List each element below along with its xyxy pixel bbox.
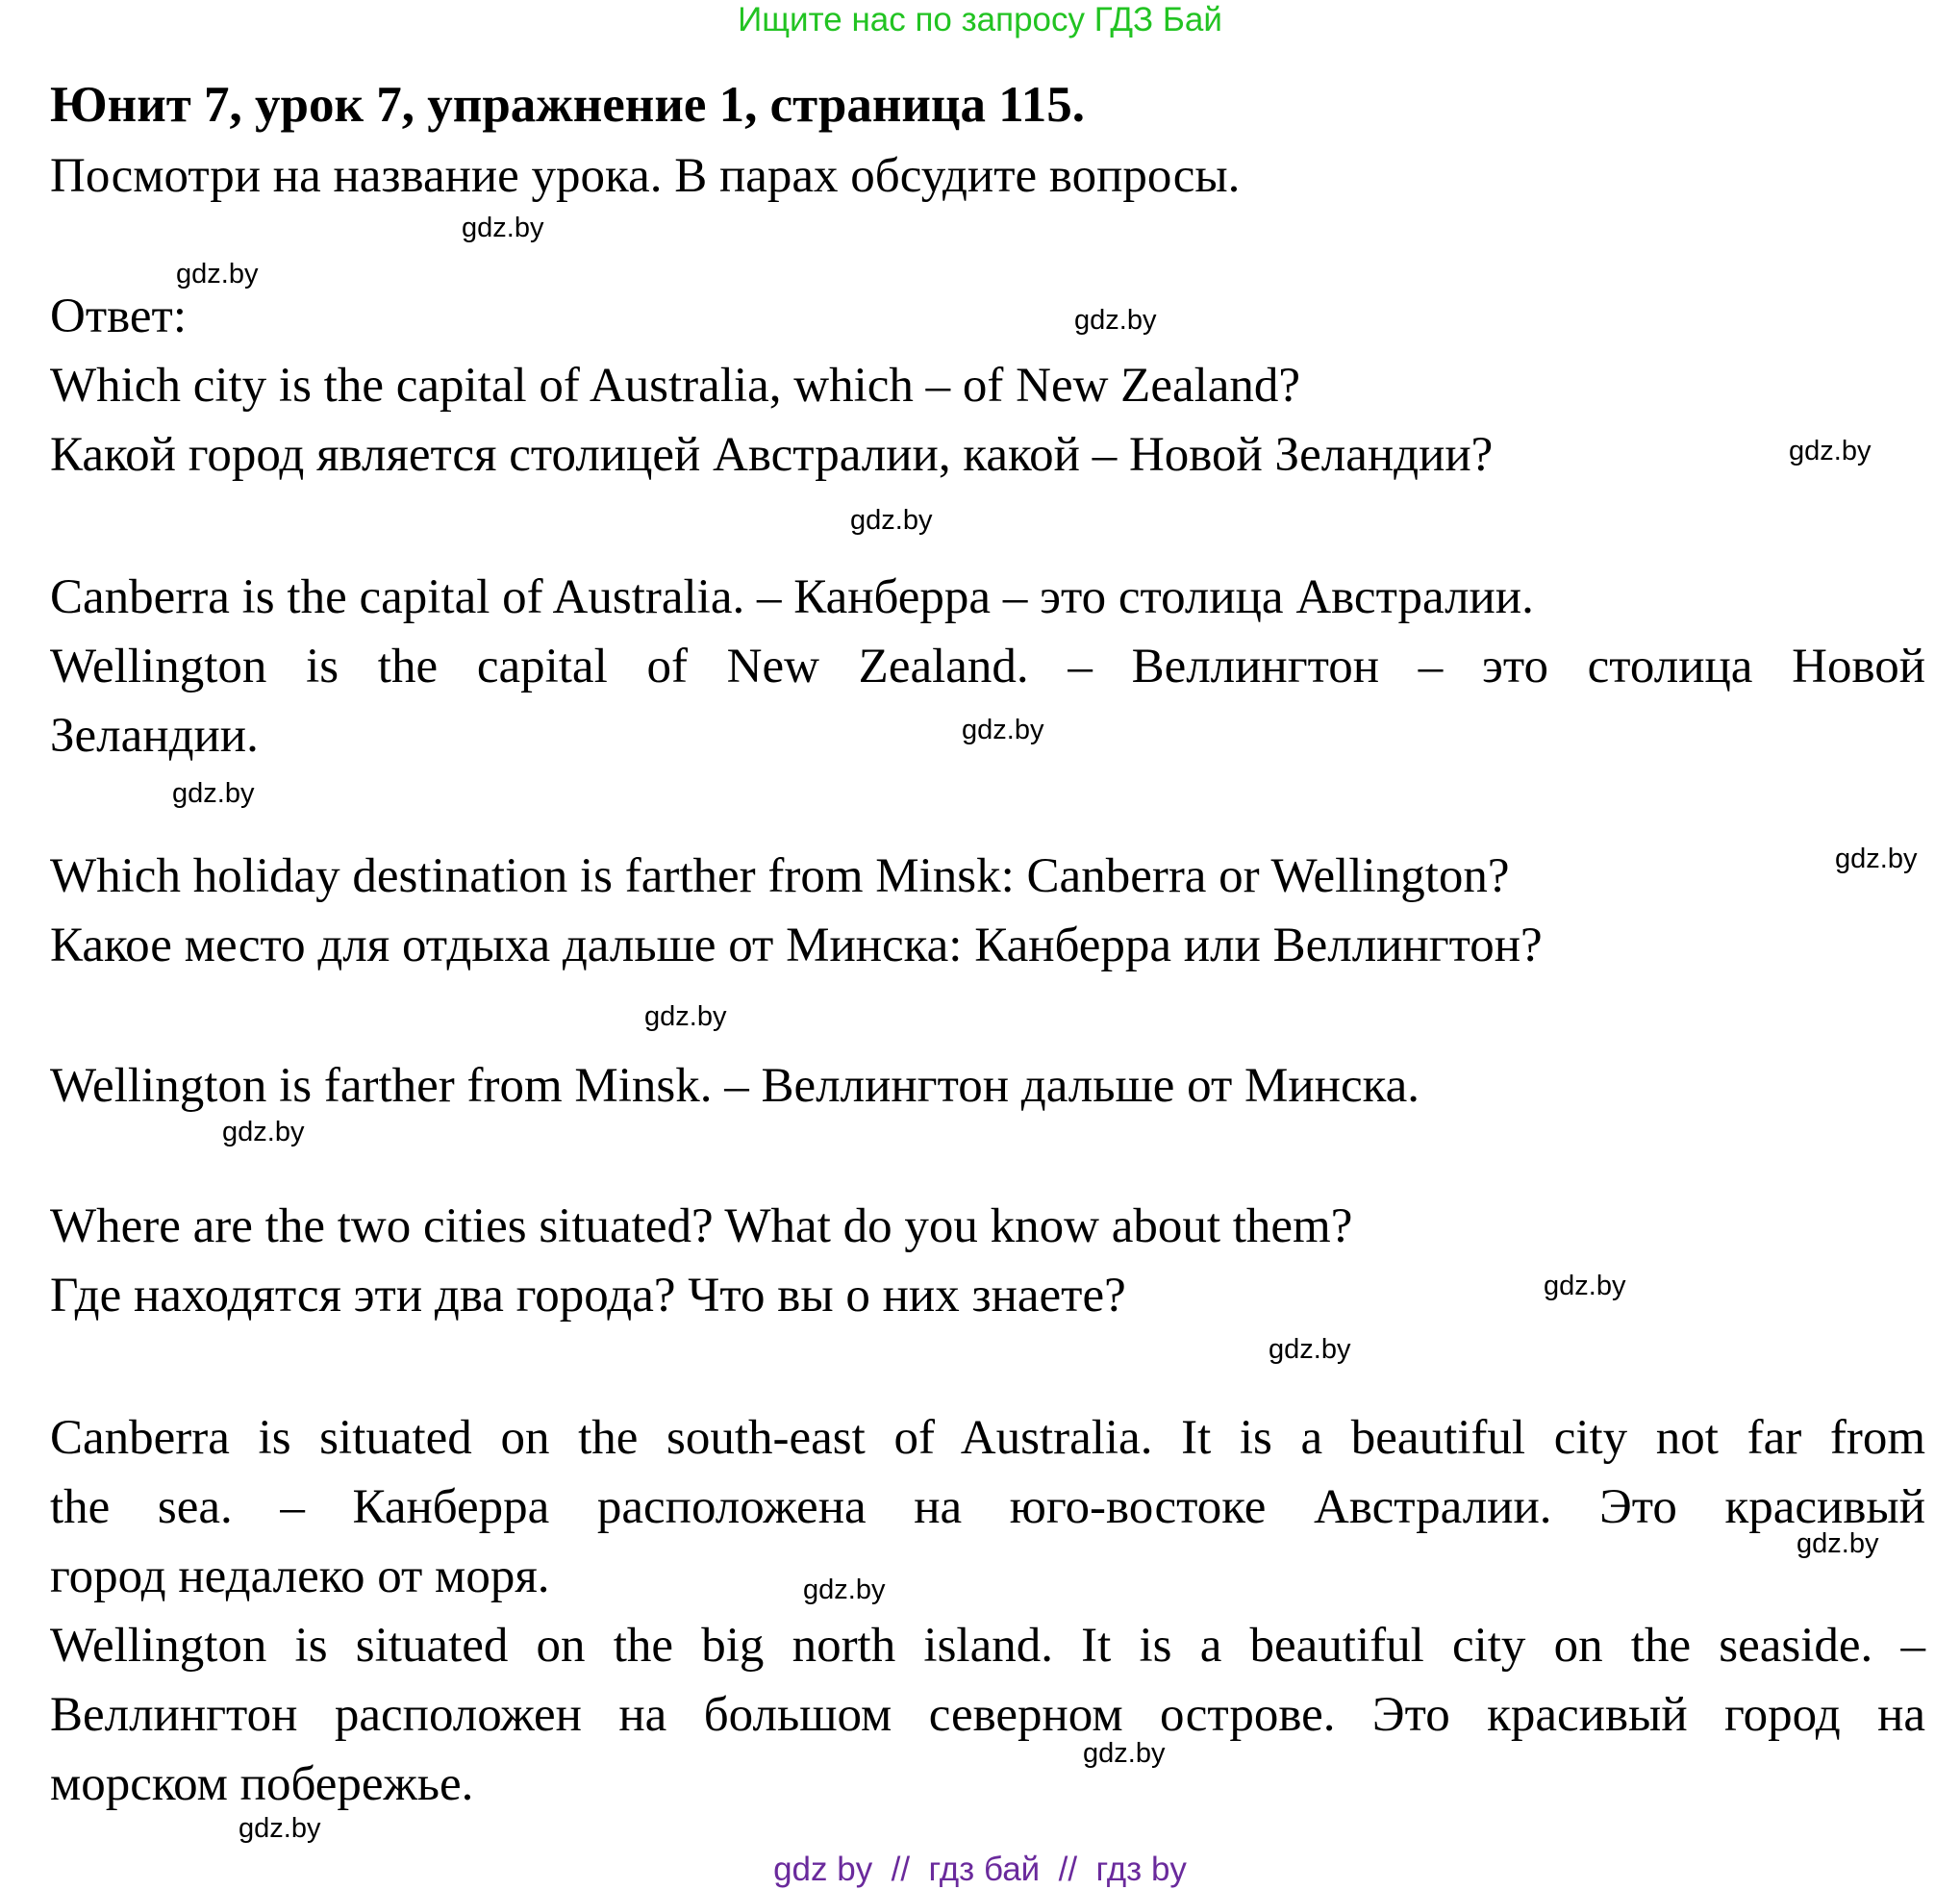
- footer: gdz by // гдз бай // гдз by: [773, 1851, 1187, 1888]
- question-en: Where are the two cities situated? What do you know about them?: [50, 1199, 1353, 1253]
- watermark: gdz.by: [803, 1575, 886, 1605]
- answer-text: город недалеко от моря.: [50, 1550, 550, 1603]
- answer-text: Wellington is the capital of New Zealand. – Веллингтон – это столица Новой: [50, 640, 1925, 693]
- answer-text: Wellington is farther from Minsk. – Веллингтон дальше от Минска.: [50, 1059, 1420, 1113]
- watermark: gdz.by: [172, 778, 255, 809]
- watermark: gdz.by: [222, 1117, 305, 1147]
- answer-text: Canberra is the capital of Australia. – Канберра – это столица Австралии.: [50, 570, 1534, 624]
- watermark: gdz.by: [644, 1001, 727, 1032]
- watermark: gdz.by: [1789, 436, 1872, 466]
- watermark: gdz.by: [850, 505, 933, 536]
- watermark: gdz.by: [962, 715, 1044, 745]
- answer-text: the sea. – Канберра расположена на юго-востоке Австралии. Это красивый: [50, 1480, 1925, 1534]
- watermark: gdz.by: [462, 213, 544, 243]
- question-ru: Какой город является столицей Австралии, какой – Новой Зеландии?: [50, 428, 1494, 482]
- answer-text: Canberra is situated on the south-east of Australia. It is a beautiful city not far from: [50, 1411, 1925, 1465]
- watermark: gdz.by: [1074, 305, 1157, 336]
- question-en: Which holiday destination is farther from Minsk: Canberra or Wellington?: [50, 849, 1510, 903]
- watermark: gdz.by: [176, 259, 259, 290]
- question-ru: Где находятся эти два города? Что вы о них знаете?: [50, 1269, 1126, 1323]
- watermark: gdz.by: [1835, 844, 1918, 874]
- watermark: gdz.by: [239, 1813, 321, 1844]
- answer-text: Wellington is situated on the big north island. It is a beautiful city on the seaside. –: [50, 1619, 1925, 1673]
- watermark: gdz.by: [1083, 1738, 1166, 1769]
- question-en: Which city is the capital of Australia, which – of New Zealand?: [50, 359, 1301, 413]
- watermark: gdz.by: [1269, 1334, 1351, 1365]
- page-title: Юнит 7, урок 7, упражнение 1, страница 115.: [50, 77, 1086, 133]
- answer-text: Зеландии.: [50, 709, 259, 763]
- top-banner: Ищите нас по запросу ГДЗ Бай: [738, 1, 1222, 38]
- question-ru: Какое место для отдыха дальше от Минска: Канберра или Веллингтон?: [50, 919, 1543, 972]
- answer-text: Веллингтон расположен на большом северном острове. Это красивый город на: [50, 1688, 1925, 1742]
- answer-text: морском побережье.: [50, 1757, 474, 1811]
- instruction-text: Посмотри на название урока. В парах обсудите вопросы.: [50, 149, 1241, 203]
- watermark: gdz.by: [1544, 1271, 1626, 1301]
- answer-label: Ответ:: [50, 290, 187, 343]
- watermark: gdz.by: [1797, 1528, 1879, 1559]
